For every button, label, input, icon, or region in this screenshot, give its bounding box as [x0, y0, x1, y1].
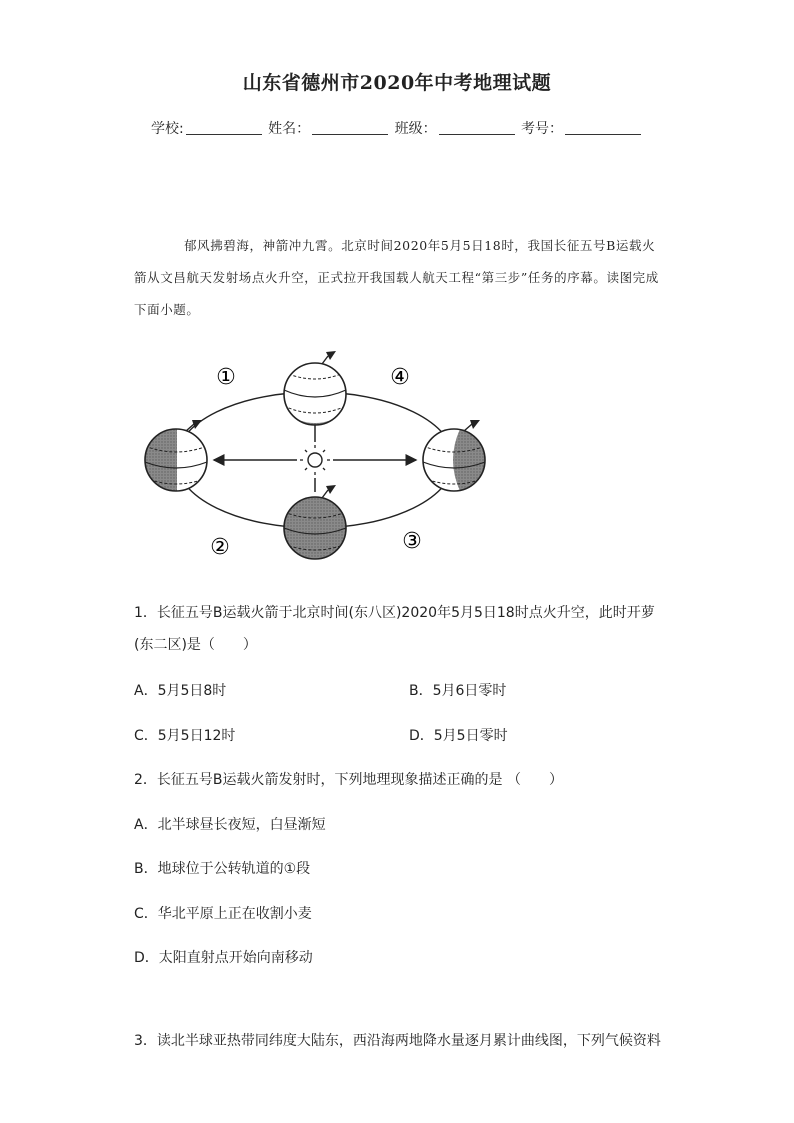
q2-option-d[interactable]: D．太阳直射点开始向南移动: [134, 950, 313, 966]
orbit-label-3: ③: [402, 529, 422, 554]
intro-text: 郁风拂碧海，神箭冲九霄。北京时间2020年5月5日18时，我国长征五号B运载火箭从文昌航天发射场点火升空，正式拉开我国载人航天工程“第三步”任务的序幕。读图完成下面小题。: [134, 238, 659, 317]
question-2-stem: 2．长征五号B运载火箭发射时，下列地理现象描述正确的是 （ ）: [134, 772, 563, 788]
school-blank[interactable]: [186, 120, 262, 135]
name-label: 姓名：: [268, 121, 311, 137]
orbit-label-1: ①: [216, 365, 236, 390]
q1-option-b[interactable]: B．5月6日零时: [409, 683, 507, 699]
orbit-label-4: ④: [390, 365, 410, 390]
earth-globe-icon: [423, 420, 485, 491]
class-label: 班级：: [394, 121, 437, 137]
name-blank[interactable]: [312, 120, 388, 135]
exam-no-blank[interactable]: [565, 120, 641, 135]
earth-globe-icon: [284, 485, 346, 559]
student-info-line: [0, 118, 794, 138]
earth-orbit-diagram: [140, 342, 500, 582]
sun-icon: [300, 445, 330, 475]
school-label: 学校:: [150, 121, 184, 137]
q2-option-c[interactable]: C．华北平原上正在收割小麦: [134, 906, 312, 922]
earth-globe-icon: [145, 420, 207, 491]
q1-option-d[interactable]: D．5月5日零时: [409, 728, 508, 744]
exam-no-label: 考号：: [521, 121, 564, 137]
earth-globe-icon: [284, 351, 346, 432]
question-1-stem: 1．长征五号B运载火箭于北京时间(东八区)2020年5月5日18时点火升空，此时开萝(东二区)是（ ）: [134, 605, 655, 653]
orbit-label-2: ②: [210, 535, 230, 560]
q2-option-a[interactable]: A．北半球昼长夜短，白昼渐短: [134, 817, 326, 833]
page-title: 山东省德州市2020年中考地理试题: [242, 72, 552, 94]
q1-option-a[interactable]: A．5月5日8时: [134, 683, 227, 699]
question-3-stem: 3．读北半球亚热带同纬度大陆东，西沿海两地降水量逐月累计曲线图，下列气候资料: [134, 1033, 661, 1049]
q1-option-c[interactable]: C．5月5日12时: [134, 728, 236, 744]
class-blank[interactable]: [439, 120, 515, 135]
intro-paragraph: [134, 230, 664, 326]
q2-option-b[interactable]: B．地球位于公转轨道的①段: [134, 861, 311, 877]
